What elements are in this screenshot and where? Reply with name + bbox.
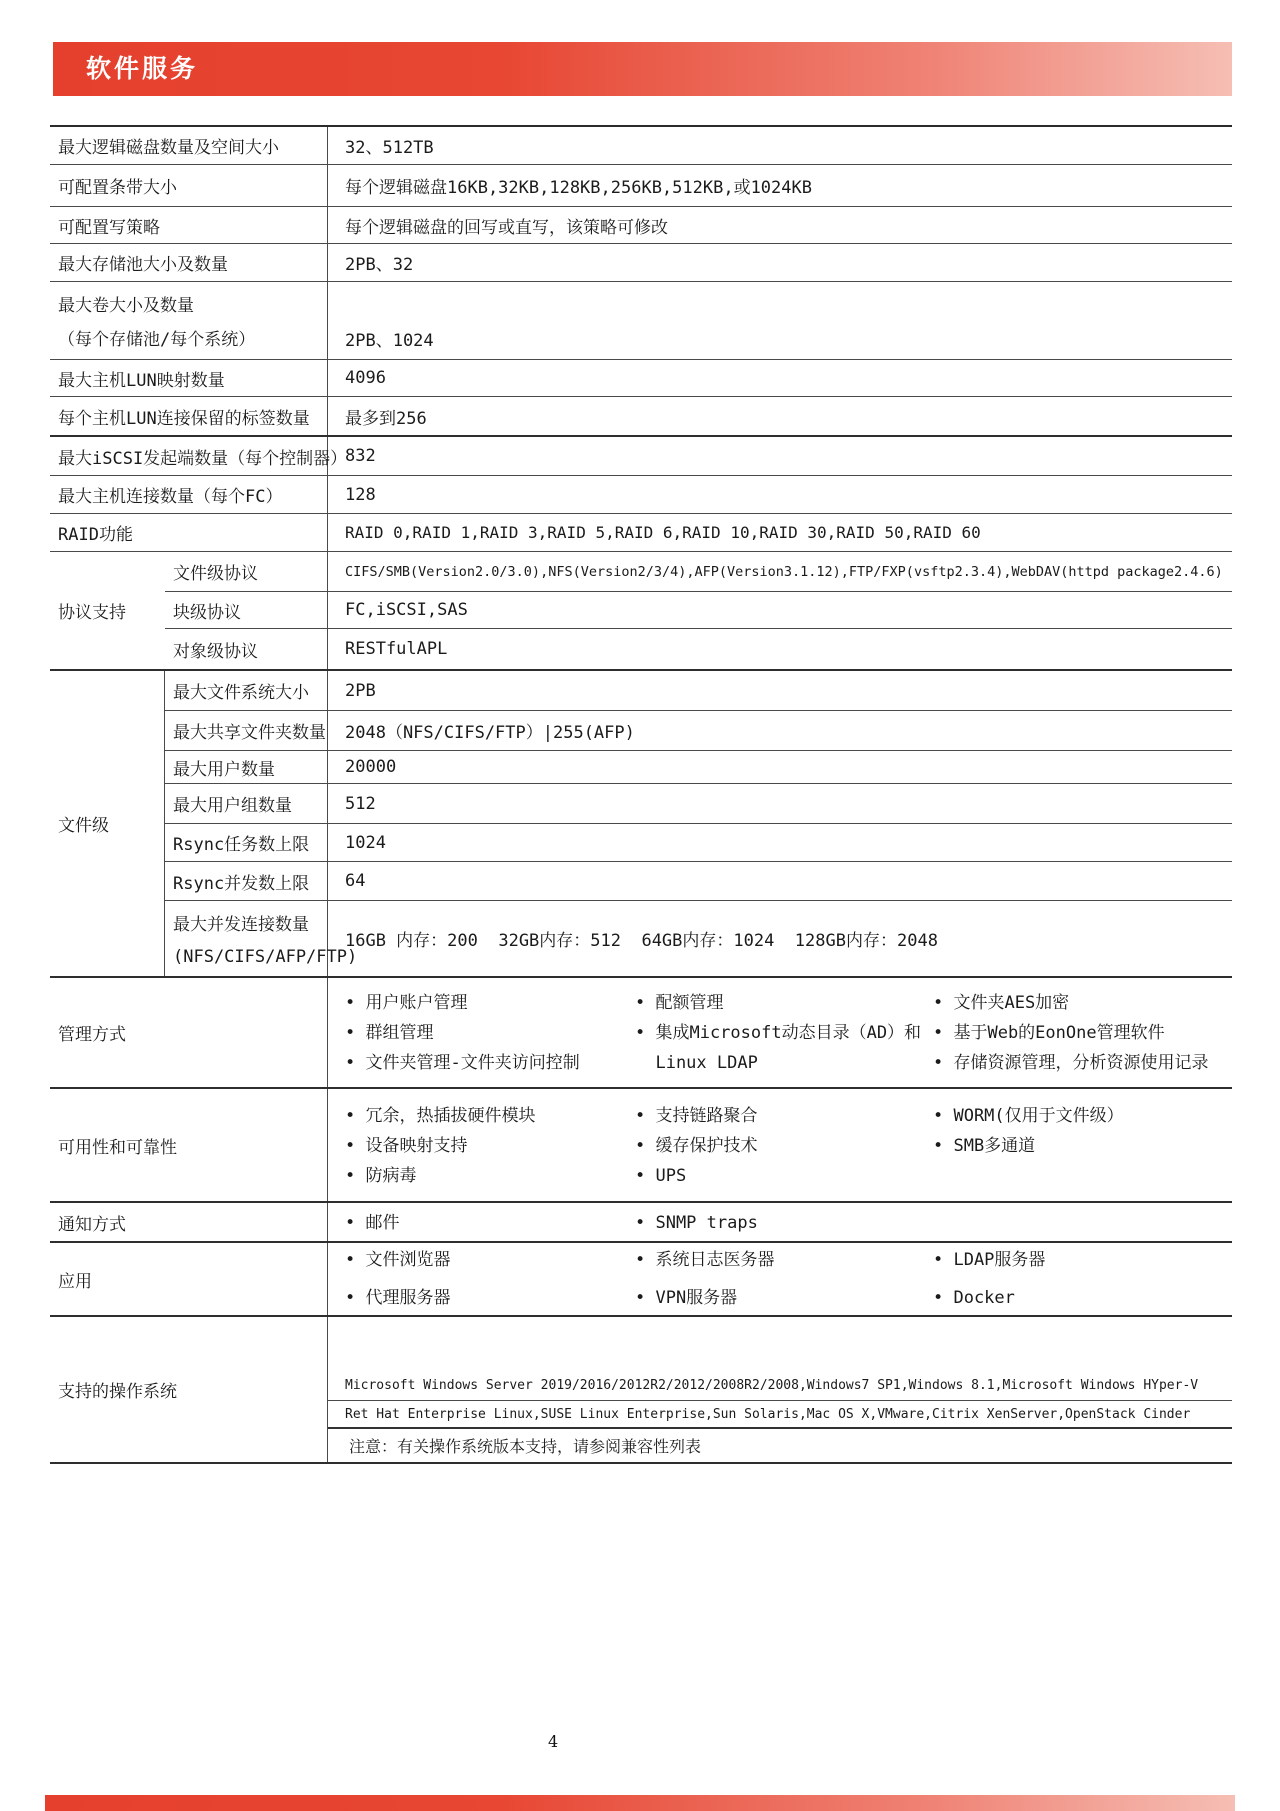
table-row	[50, 244, 1232, 282]
bullet-item: • 冗余，热插拔硬件模块	[345, 1106, 536, 1126]
row-label: 最大主机连接数量（每个FC）	[50, 476, 328, 513]
bullet-column	[345, 1241, 635, 1317]
bullet-item: • 集成Microsoft动态目录（AD）和	[635, 1023, 922, 1043]
bullet-item: • 基于Web的EonOne管理软件	[933, 1023, 1165, 1043]
row-value: 2048（NFS/CIFS/FTP）|255(AFP)	[345, 723, 635, 743]
row-value: 16GB 内存：200 32GB内存：512 64GB内存：1024 128GB内存：2048	[345, 931, 938, 951]
table-row	[50, 207, 1232, 244]
group-label: 协议支持	[58, 603, 126, 623]
row-value: 64	[345, 871, 366, 891]
bullet-item: • VPN服务器	[635, 1288, 738, 1308]
row-label: 最大逻辑磁盘数量及空间大小	[50, 127, 328, 164]
table-row	[165, 901, 1232, 976]
row-value: RESTfulAPL	[345, 639, 448, 659]
row-label	[165, 901, 358, 976]
applications-section	[50, 1243, 1232, 1317]
row-value: 32、512TB	[345, 138, 434, 158]
management-section	[50, 978, 1232, 1089]
row-value: 4096	[345, 368, 386, 388]
bullet-column	[345, 1208, 635, 1241]
bullet-item: • 文件夹管理-文件夹访问控制	[345, 1053, 580, 1073]
table-row	[165, 629, 1232, 669]
section-title-bar	[53, 42, 1232, 96]
spec-table	[50, 125, 1232, 1464]
footer-bar	[45, 1795, 1235, 1811]
table-row	[50, 360, 1232, 397]
protocol-support-group	[50, 552, 1232, 671]
row-label: 可用性和可靠性	[50, 1089, 328, 1201]
bullet-item: • 系统日志医务器	[635, 1250, 775, 1270]
bullet-item: • 设备映射支持	[345, 1136, 468, 1156]
os-note: 注意：有关操作系统版本支持，请参阅兼容性列表	[349, 1437, 702, 1457]
table-row	[50, 514, 1232, 552]
bullet-item: • 缓存保护技术	[635, 1136, 758, 1156]
bullet-column	[635, 1101, 933, 1201]
table-row	[50, 165, 1232, 207]
row-label: Rsync任务数上限	[165, 824, 328, 861]
row-label: 最大用户组数量	[165, 784, 328, 823]
bullet-column	[933, 1101, 1232, 1201]
bullet-column	[345, 988, 635, 1087]
row-label: 可配置写策略	[50, 207, 328, 243]
bullet-item: • 文件夹AES加密	[933, 993, 1070, 1013]
bullet-item: • Docker	[933, 1288, 1015, 1308]
row-value: FC,iSCSI,SAS	[345, 600, 468, 620]
bullet-item: • 群组管理	[345, 1023, 434, 1043]
row-value: 128	[345, 484, 376, 505]
table-row	[50, 437, 1232, 476]
row-value: 每个逻辑磁盘16KB,32KB,128KB,256KB,512KB,或1024KB	[345, 178, 812, 198]
table-row	[165, 592, 1232, 629]
row-label: 每个主机LUN连接保留的标签数量	[50, 397, 328, 435]
supported-os-section	[50, 1317, 1232, 1464]
row-label	[50, 282, 328, 359]
bullet-column	[635, 1241, 933, 1317]
row-label-line2: （每个存储池/每个系统）	[58, 330, 256, 350]
bullet-item: • 文件浏览器	[345, 1250, 451, 1270]
row-value: 每个逻辑磁盘的回写或直写，该策略可修改	[345, 217, 668, 238]
bullet-column	[635, 988, 933, 1087]
group-label: 文件级	[50, 671, 165, 976]
bullet-item: • 代理服务器	[345, 1288, 451, 1308]
row-label: 块级协议	[165, 592, 328, 628]
bullet-item: • WORM(仅用于文件级）	[933, 1106, 1124, 1126]
row-label: 应用	[50, 1243, 328, 1315]
bullet-column	[345, 1101, 635, 1201]
table-row	[50, 397, 1232, 437]
row-value: RAID 0,RAID 1,RAID 3,RAID 5,RAID 6,RAID 10,RAID 30,RAID 50,RAID 60	[345, 523, 981, 542]
table-row	[165, 862, 1232, 901]
bullet-column	[635, 1208, 933, 1241]
notification-section	[50, 1203, 1232, 1243]
row-label: 对象级协议	[165, 629, 328, 669]
bullet-item: • 配额管理	[635, 993, 724, 1013]
file-level-group	[50, 671, 1232, 978]
table-row	[165, 711, 1232, 751]
bullet-item: • UPS	[635, 1166, 687, 1186]
bullet-item: • 用户账户管理	[345, 993, 468, 1013]
row-value: 512	[345, 793, 376, 814]
row-label: 最大主机LUN映射数量	[50, 360, 328, 396]
row-label: 通知方式	[50, 1203, 328, 1241]
section-title: 软件服务	[86, 54, 199, 83]
bullet-column	[933, 1241, 1232, 1317]
row-value: 2PB	[345, 680, 376, 701]
row-label: 最大用户数量	[165, 751, 328, 783]
row-label: 支持的操作系统	[50, 1317, 328, 1462]
row-value: 20000	[345, 757, 397, 777]
bullet-item: • 支持链路聚合	[635, 1106, 758, 1126]
row-label: 最大iSCSI发起端数量（每个控制器）	[50, 437, 328, 475]
table-row	[165, 552, 1232, 592]
row-value: 2PB、1024	[345, 331, 434, 351]
os-list-line2: Ret Hat Enterprise Linux,SUSE Linux Enterprise,Sun Solaris,Mac OS X,VMware,Citrix XenServer,OpenStack Cinder	[328, 1401, 1232, 1430]
row-label: 文件级协议	[165, 552, 328, 591]
row-value: 1024	[345, 832, 386, 853]
row-label: 最大共享文件夹数量	[165, 711, 328, 750]
table-row	[50, 282, 1232, 360]
row-label: Rsync并发数上限	[165, 862, 328, 900]
bullet-item: • 存储资源管理，分析资源使用记录	[933, 1053, 1209, 1073]
os-list-line1: Microsoft Windows Server 2019/2016/2012R2/2012/2008R2/2008,Windows7 SP1,Windows 8.1,Microsoft Windows HYper-V	[328, 1317, 1232, 1401]
row-value: 2PB、32	[345, 255, 414, 275]
table-row	[165, 784, 1232, 824]
bullet-column	[933, 988, 1232, 1087]
row-label: 最大存储池大小及数量	[50, 244, 328, 281]
row-value: CIFS/SMB(Version2.0/3.0),NFS(Version2/3/4),AFP(Version3.1.12),FTP/FXP(vsftp2.3.4),WebDAV(httpd package2.4.6)	[345, 563, 1223, 580]
table-row	[165, 751, 1232, 784]
bullet-item: Linux LDAP	[635, 1053, 758, 1073]
row-label: 管理方式	[50, 978, 328, 1087]
availability-section	[50, 1089, 1232, 1203]
row-label-line1: 最大卷大小及数量	[58, 296, 194, 316]
bullet-item: • 防病毒	[345, 1166, 417, 1186]
table-row	[165, 824, 1232, 862]
table-row	[50, 476, 1232, 514]
row-value: 最多到256	[345, 408, 427, 429]
row-label: 最大文件系统大小	[165, 671, 328, 710]
row-value: 832	[345, 446, 376, 466]
row-label-line2: (NFS/CIFS/AFP/FTP)	[173, 947, 358, 967]
row-label: RAID功能	[50, 514, 328, 551]
bullet-item: • 邮件	[345, 1213, 400, 1233]
bullet-column	[933, 1208, 1232, 1241]
row-label: 可配置条带大小	[50, 165, 328, 206]
page-number: 4	[548, 1732, 559, 1751]
table-row	[165, 671, 1232, 711]
bullet-item: • LDAP服务器	[933, 1250, 1046, 1270]
table-row	[50, 127, 1232, 165]
bullet-item: • SMB多通道	[933, 1136, 1036, 1156]
bullet-item: • SNMP traps	[635, 1213, 758, 1233]
row-label-line1: 最大并发连接数量	[173, 915, 309, 935]
